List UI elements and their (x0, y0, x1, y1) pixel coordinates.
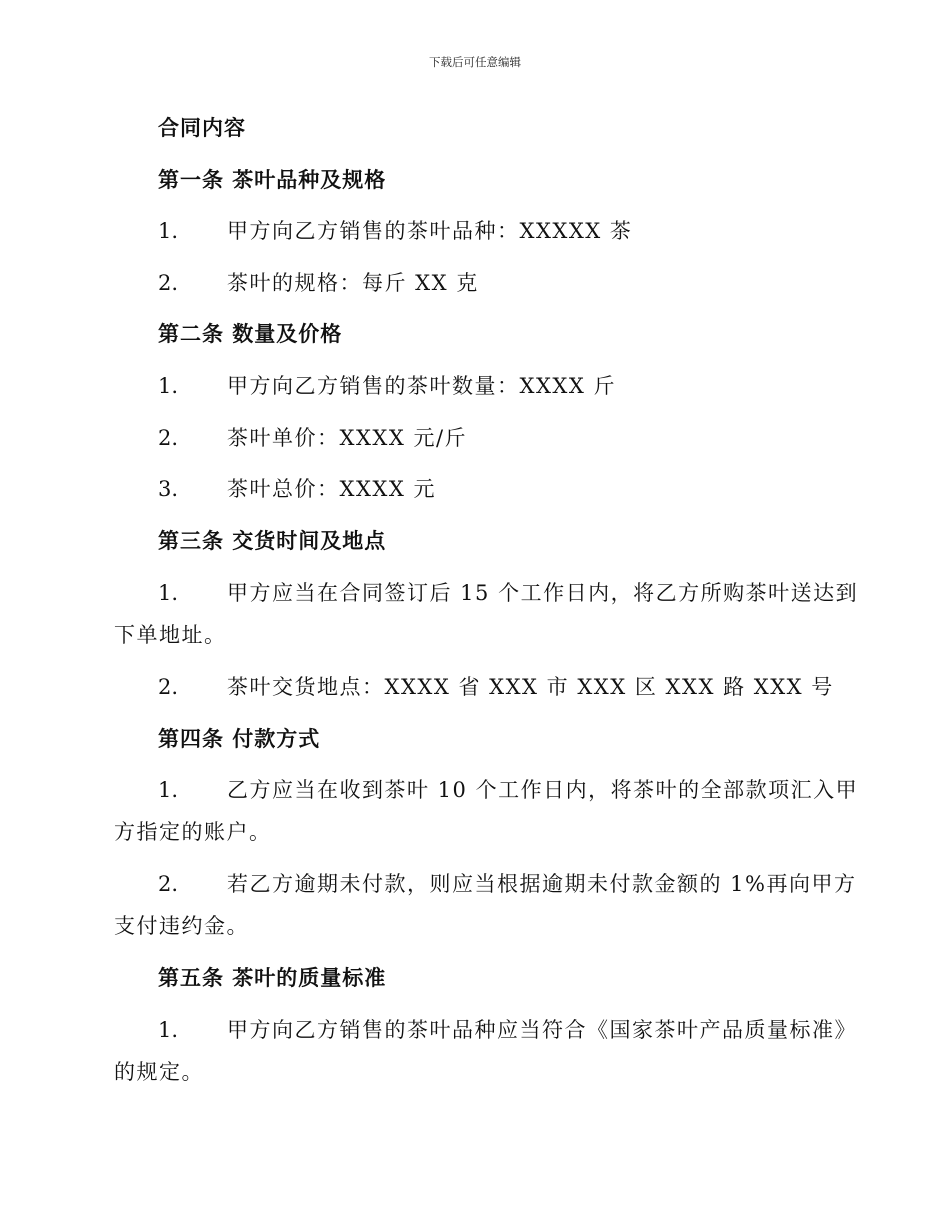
item-text: 茶叶单价：XXXX 元/斤 (227, 426, 468, 450)
item-number: 2. (158, 872, 179, 896)
item-text: 茶叶总价：XXXX 元 (227, 477, 436, 501)
section-2-heading: 第二条 数量及价格 (158, 321, 343, 346)
section-3-heading: 第三条 交货时间及地点 (158, 528, 387, 553)
section-5-heading: 第五条 茶叶的质量标准 (158, 965, 387, 990)
item-number: 2. (158, 675, 179, 699)
item-text: 茶叶的规格：每斤 XX 克 (227, 271, 479, 295)
section-5-item-1-continuation: 的规定。 (114, 1060, 204, 1084)
section-4-heading: 第四条 付款方式 (158, 726, 321, 751)
page-header: 下载后可任意编辑 (429, 55, 521, 69)
item-number: 1. (158, 778, 179, 802)
item-text: 甲方向乙方销售的茶叶数量：XXXX 斤 (227, 374, 616, 398)
item-number: 1. (158, 1018, 179, 1042)
item-number: 1. (158, 374, 179, 398)
section-1-heading: 第一条 茶叶品种及规格 (158, 167, 387, 192)
item-number: 2. (158, 426, 179, 450)
section-4-item-1-continuation: 方指定的账户。 (114, 820, 272, 844)
item-text: 甲方向乙方销售的茶叶品种：XXXXX 茶 (227, 219, 633, 243)
item-text: 甲方向乙方销售的茶叶品种应当符合《国家茶叶产品质量标准》 (227, 1018, 857, 1042)
item-number: 1. (158, 581, 179, 605)
item-number: 3. (158, 477, 179, 501)
item-text: 甲方应当在合同签订后 15 个工作日内，将乙方所购茶叶送达到 (227, 581, 859, 605)
item-number: 1. (158, 219, 179, 243)
item-number: 2. (158, 271, 179, 295)
item-text: 乙方应当在收到茶叶 10 个工作日内，将茶叶的全部款项汇入甲 (227, 778, 859, 802)
item-text: 若乙方逾期未付款，则应当根据逾期未付款金额的 1%再向甲方 (227, 872, 857, 896)
section-4-item-2-continuation: 支付违约金。 (114, 914, 249, 938)
section-3-item-1-continuation: 下单地址。 (114, 623, 227, 647)
document-title: 合同内容 (158, 115, 246, 140)
item-text: 茶叶交货地点：XXXX 省 XXX 市 XXX 区 XXX 路 XXX 号 (227, 675, 834, 699)
